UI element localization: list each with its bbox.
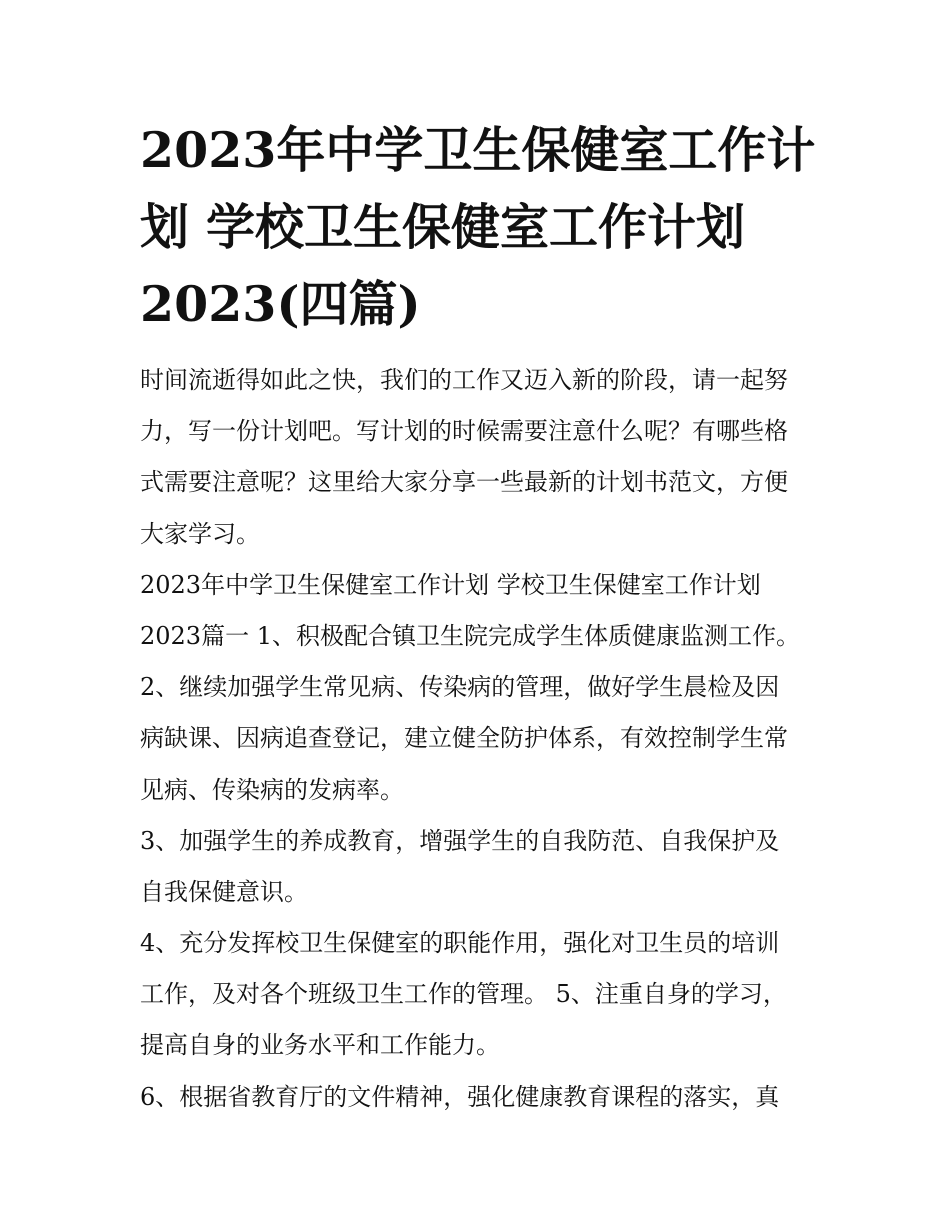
document-body	[140, 355, 830, 1123]
body-line: 2、继续加强学生常见病、传染病的管理，做好学生晨检及因	[140, 673, 780, 702]
body-line: 6、根据省教育厅的文件精神，强化健康教育课程的落实，真	[140, 1082, 780, 1111]
document-title	[140, 112, 830, 343]
body-line: 2023篇一 1、积极配合镇卫生院完成学生体质健康监测工作。	[140, 621, 800, 650]
body-line: 病缺课、因病追查登记，建立健全防护体系，有效控制学生常	[140, 724, 788, 753]
title-line: 2023年中学卫生保健室工作计	[140, 121, 816, 179]
body-line: 见病、传染病的发病率。	[140, 775, 404, 804]
title-line: 划 学校卫生保健室工作计划	[140, 198, 746, 256]
body-line: 3、加强学生的养成教育，增强学生的自我防范、自我保护及	[140, 826, 780, 855]
body-line: 4、充分发挥校卫生保健室的职能作用，强化对卫生员的培训	[140, 929, 780, 958]
body-line: 自我保健意识。	[140, 877, 308, 906]
body-line: 时间流逝得如此之快，我们的工作又迈入新的阶段，请一起努	[140, 366, 788, 394]
body-line: 工作，及对各个班级卫生工作的管理。 5、注重自身的学习，	[140, 980, 787, 1009]
body-line: 大家学习。	[140, 519, 260, 548]
body-line: 提高自身的业务水平和工作能力。	[140, 1031, 500, 1060]
body-line: 2023年中学卫生保健室工作计划 学校卫生保健室工作计划	[140, 570, 761, 599]
body-line: 力，写一份计划吧。写计划的时候需要注意什么呢？有哪些格	[140, 417, 788, 446]
body-line: 式需要注意呢？这里给大家分享一些最新的计划书范文，方便	[140, 468, 788, 497]
title-line: 2023(四篇)	[140, 275, 421, 333]
